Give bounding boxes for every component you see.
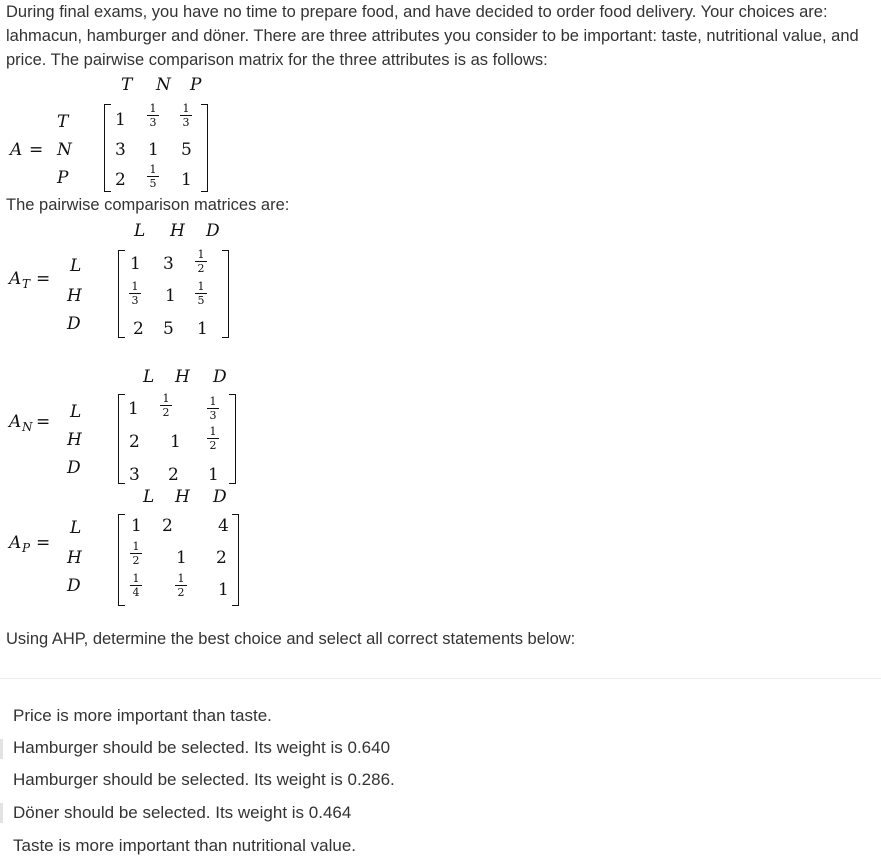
- row-header-h: H: [67, 286, 82, 306]
- matrix-name: A: [9, 412, 22, 432]
- left-bracket: [104, 104, 111, 192]
- col-header-n: N: [156, 75, 171, 95]
- row-header-l: L: [70, 256, 82, 276]
- row-header-d: D: [67, 458, 81, 478]
- equals-sign: =: [29, 140, 44, 160]
- cell-fraction: 1 3: [128, 281, 142, 306]
- col-header-l: L: [143, 487, 155, 507]
- left-bracket: [118, 514, 125, 606]
- cell: 5: [181, 140, 192, 160]
- col-header-h: H: [170, 221, 185, 241]
- col-header-t: T: [121, 75, 133, 95]
- col-header-h: H: [175, 367, 190, 387]
- answer-option-5[interactable]: Taste is more important than nutritional value.: [13, 836, 357, 855]
- equals-sign: =: [36, 269, 51, 289]
- row-header-d: D: [67, 314, 81, 334]
- col-header-d: D: [206, 221, 220, 241]
- cell-fraction: 1 2: [174, 573, 188, 598]
- matrix-subscript: P: [22, 541, 31, 555]
- row-header-h: H: [67, 430, 82, 450]
- cell-fraction: 1 4: [129, 573, 143, 598]
- option-marker: [0, 803, 3, 823]
- cell-fraction: 1 5: [194, 281, 208, 306]
- cell: 1: [197, 319, 208, 339]
- question-prompt: Using AHP, determine the best choice and select all correct statements below:: [6, 630, 576, 648]
- cell-fraction: 1 2: [194, 249, 208, 274]
- matrix-name: A: [9, 269, 22, 289]
- cell: 1: [115, 110, 126, 130]
- cell-fraction: 1 2: [206, 426, 220, 451]
- answer-option-2[interactable]: Hamburger should be selected. Its weight is 0.640: [13, 738, 391, 757]
- cell: 2: [216, 548, 227, 568]
- cell: 2: [129, 432, 140, 452]
- answer-option-3[interactable]: Hamburger should be selected. Its weight is 0.286.: [13, 770, 395, 789]
- cell-fraction: 1 2: [129, 541, 143, 566]
- cell: 2: [168, 465, 179, 485]
- cell-fraction: 1 2: [159, 393, 173, 418]
- cell-fraction: 1 5: [146, 164, 160, 189]
- cell: 1: [130, 254, 141, 274]
- equals-sign: =: [36, 412, 51, 432]
- cell: 3: [129, 465, 140, 485]
- cell-fraction: 1 3: [206, 396, 220, 421]
- left-bracket: [118, 394, 125, 484]
- col-header-l: L: [143, 367, 155, 387]
- row-header-p: P: [57, 168, 69, 188]
- col-header-d: D: [213, 367, 227, 387]
- cell: 3: [163, 254, 174, 274]
- cell: 1: [131, 516, 142, 536]
- row-header-l: L: [70, 518, 82, 538]
- subtitle: The pairwise comparison matrices are:: [6, 196, 290, 214]
- cell: 1: [176, 548, 187, 568]
- divider: [0, 678, 881, 679]
- cell: 2: [162, 516, 173, 536]
- right-bracket: [229, 394, 236, 484]
- answer-option-1[interactable]: Price is more important than taste.: [13, 706, 272, 725]
- col-header-h: H: [175, 487, 190, 507]
- row-header-n: N: [57, 140, 72, 160]
- cell: 1: [165, 286, 176, 306]
- cell: 4: [218, 516, 229, 536]
- matrix-name: A: [10, 140, 23, 160]
- cell: 1: [128, 399, 139, 419]
- cell: 1: [181, 170, 192, 190]
- matrix-name: A: [9, 533, 22, 553]
- cell: 2: [115, 170, 126, 190]
- option-marker: [0, 739, 3, 759]
- right-bracket: [222, 250, 229, 338]
- col-header-d: D: [213, 487, 227, 507]
- right-bracket: [201, 104, 208, 192]
- row-header-l: L: [70, 402, 82, 422]
- cell: 5: [163, 319, 174, 339]
- cell-fraction: 1 3: [179, 103, 193, 128]
- row-header-h: H: [67, 548, 82, 568]
- cell-fraction: 1 3: [146, 103, 160, 128]
- right-bracket: [232, 514, 239, 606]
- cell: 1: [170, 432, 181, 452]
- question-intro: During final exams, you have no time to prepare food, and have decided to order food delivery. Your choices are: lahmacun, hamburger and döner. There are three attributes you consider to be important: taste, nutritional value, and price. The pairwise comparison matrix for the three attributes is as follows:: [6, 3, 859, 69]
- cell: 1: [218, 580, 229, 600]
- row-header-t: T: [57, 112, 69, 132]
- left-bracket: [118, 250, 125, 338]
- cell: 1: [208, 465, 219, 485]
- answer-option-4[interactable]: Döner should be selected. Its weight is 0.464: [13, 803, 352, 822]
- col-header-p: P: [190, 75, 202, 95]
- matrix-subscript: N: [22, 420, 33, 434]
- cell: 3: [115, 140, 126, 160]
- equals-sign: =: [36, 533, 51, 553]
- matrix-subscript: T: [22, 277, 31, 291]
- cell: 1: [148, 140, 159, 160]
- col-header-l: L: [134, 221, 146, 241]
- cell: 2: [133, 319, 144, 339]
- row-header-d: D: [67, 576, 81, 596]
